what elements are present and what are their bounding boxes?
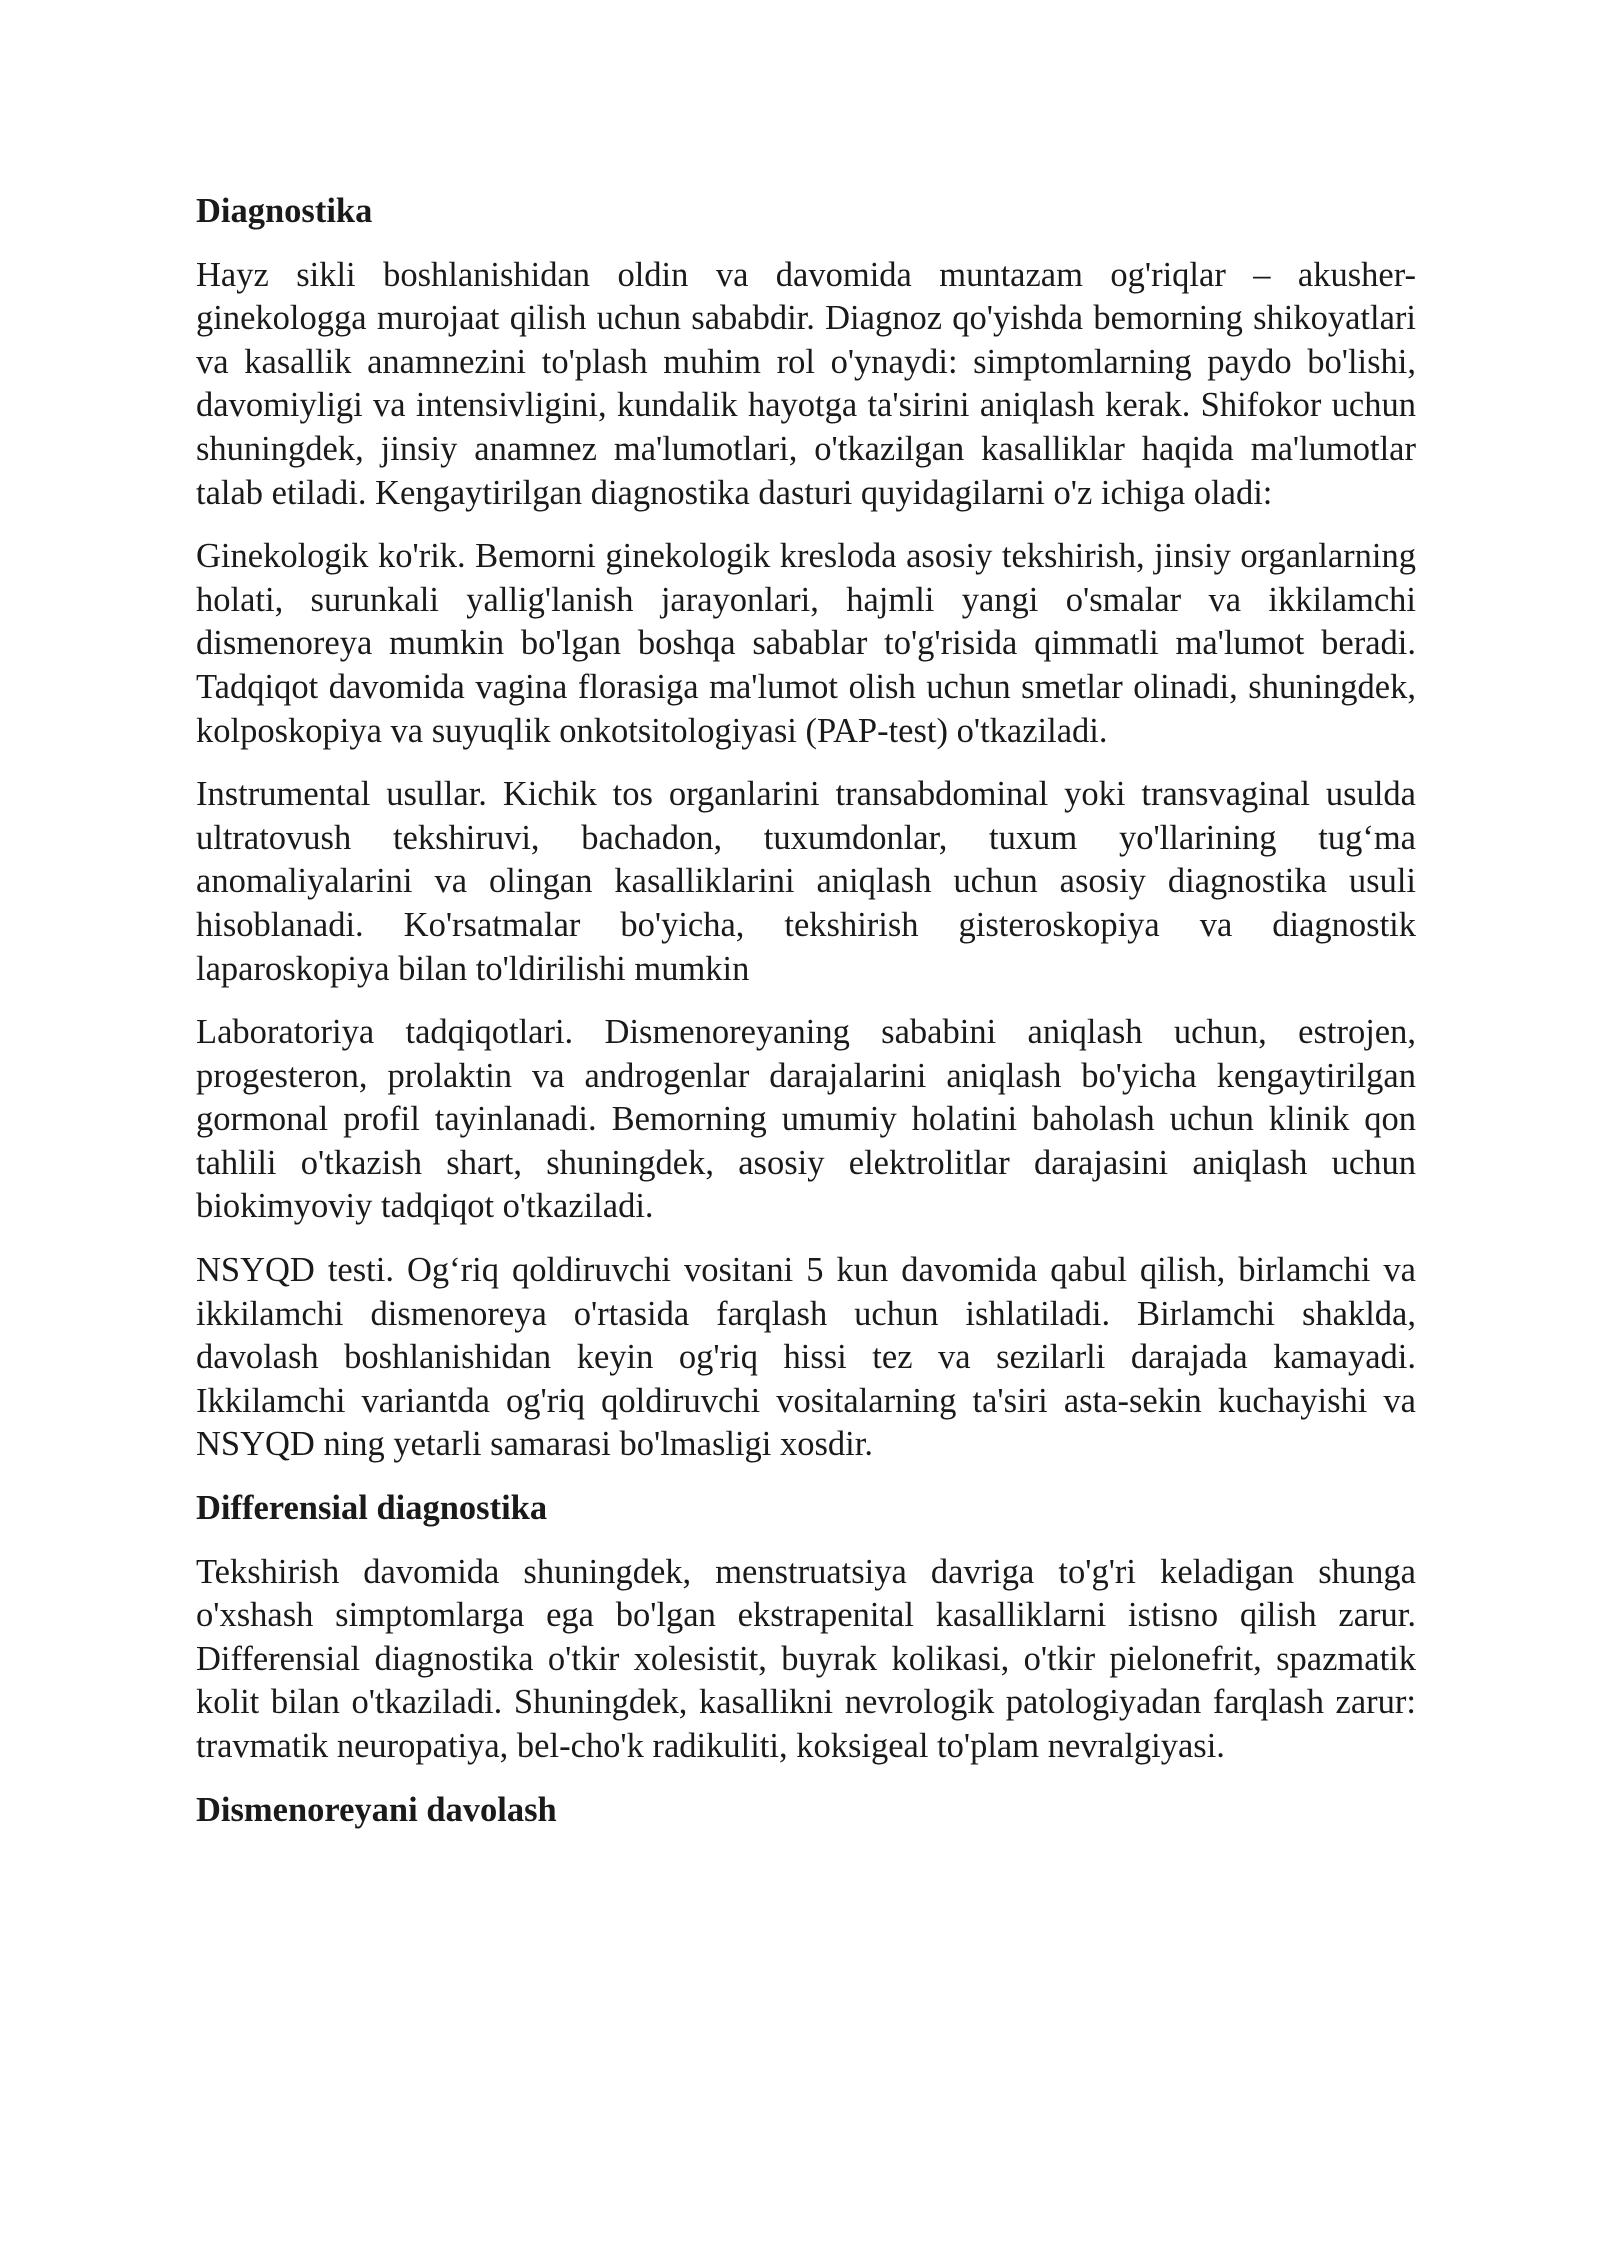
paragraph-instrumental-usullar: Instrumental usullar. Kichik tos organlarini transabdominal yoki transvaginal usulda ultratovush tekshiruvi, bachadon, tuxumdonlar, tuxum yo'llarining tug‘ma anomaliyalarini va olingan kasalliklarini aniqlash uchun asosiy diagnostika usuli hisoblanadi. Ko'rsatmalar bo'yicha, tekshirish gisteroskopiya va diagnostik laparoskopiya bilan to'ldirilishi mumkin (196, 775, 1416, 988)
paragraph-intro: Hayz sikli boshlanishidan oldin va davomida muntazam og'riqlar – akusher-ginekologga murojaat qilish uchun sababdir. Diagnoz qo'yishda bemorning shikoyatlari va kasallik anamnezini to'plash muhim rol o'ynaydi: simptomlarning paydo bo'lishi, davomiyligi va intensivligini, kundalik hayotga ta'sirini aniqlash kerak. Shifokor uchun shuningdek, jinsiy anamnez ma'lumotlari, o'tkazilgan kasalliklar haqida ma'lumotlar talab etiladi. Kengaytirilgan diagnostika dasturi quyidagilarni o'z ichiga oladi: (196, 255, 1416, 512)
section-heading-differensial: Differensial diagnostika (196, 1489, 548, 1528)
paragraph-differensial: Tekshirish davomida shuningdek, menstruatsiya davriga to'g'ri keladigan shunga o'xshash simptomlarga ega bo'lgan ekstrapenital kasalliklarni istisno qilish zarur. Differensial diagnostika o'tkir xolesistit, buyrak kolikasi, o'tkir pielonefrit, spazmatik kolit bilan o'tkaziladi. Shuningdek, kasallikni nevrologik patologiyadan farqlash zarur: travmatik neuropatiya, bel-cho'k radikuliti, koksigeal to'plam nevralgiyasi. (196, 1552, 1416, 1765)
section-heading-davolash: Dismenoreyani davolash (196, 1790, 557, 1829)
document-page (196, 190, 1416, 1852)
paragraph-ginekologik-korik: Ginekologik ko'rik. Bemorni ginekologik kresloda asosiy tekshirish, jinsiy organlarning holati, surunkali yallig'lanish jarayonlari, hajmli yangi o'smalar va ikkilamchi dismenoreya mumkin bo'lgan boshqa sabablar to'g'risida qimmatli ma'lumot beradi. Tadqiqot davomida vagina florasiga ma'lumot olish uchun smetlar olinadi, shuningdek, kolposkopiya va suyuqlik onkotsitologiyasi (PAP-test) o'tkaziladi. (196, 537, 1416, 750)
paragraph-laboratoriya: Laboratoriya tadqiqotlari. Dismenoreyaning sababini aniqlash uchun, estrojen, progesteron, prolaktin va androgenlar darajalarini aniqlash bo'yicha kengaytirilgan gormonal profil tayinlanadi. Bemorning umumiy holatini baholash uchun klinik qon tahlili o'tkazish shart, shuningdek, asosiy elektrolitlar darajasini aniqlash uchun biokimyoviy tadqiqot o'tkaziladi. (196, 1013, 1416, 1226)
section-heading-diagnostika: Diagnostika (196, 192, 373, 230)
paragraph-nsyqd-testi: NSYQD testi. Og‘riq qoldiruvchi vositani 5 kun davomida qabul qilish, birlamchi va ikkilamchi dismenoreya o'rtasida farqlash uchun ishlatiladi. Birlamchi shaklda, davolash boshlanishidan keyin og'riq hissi tez va sezilarli darajada kamayadi. Ikkilamchi variantda og'riq qoldiruvchi vositalarning ta'siri asta-sekin kuchayishi va NSYQD ning yetarli samarasi bo'lmasligi xosdir. (196, 1251, 1416, 1464)
